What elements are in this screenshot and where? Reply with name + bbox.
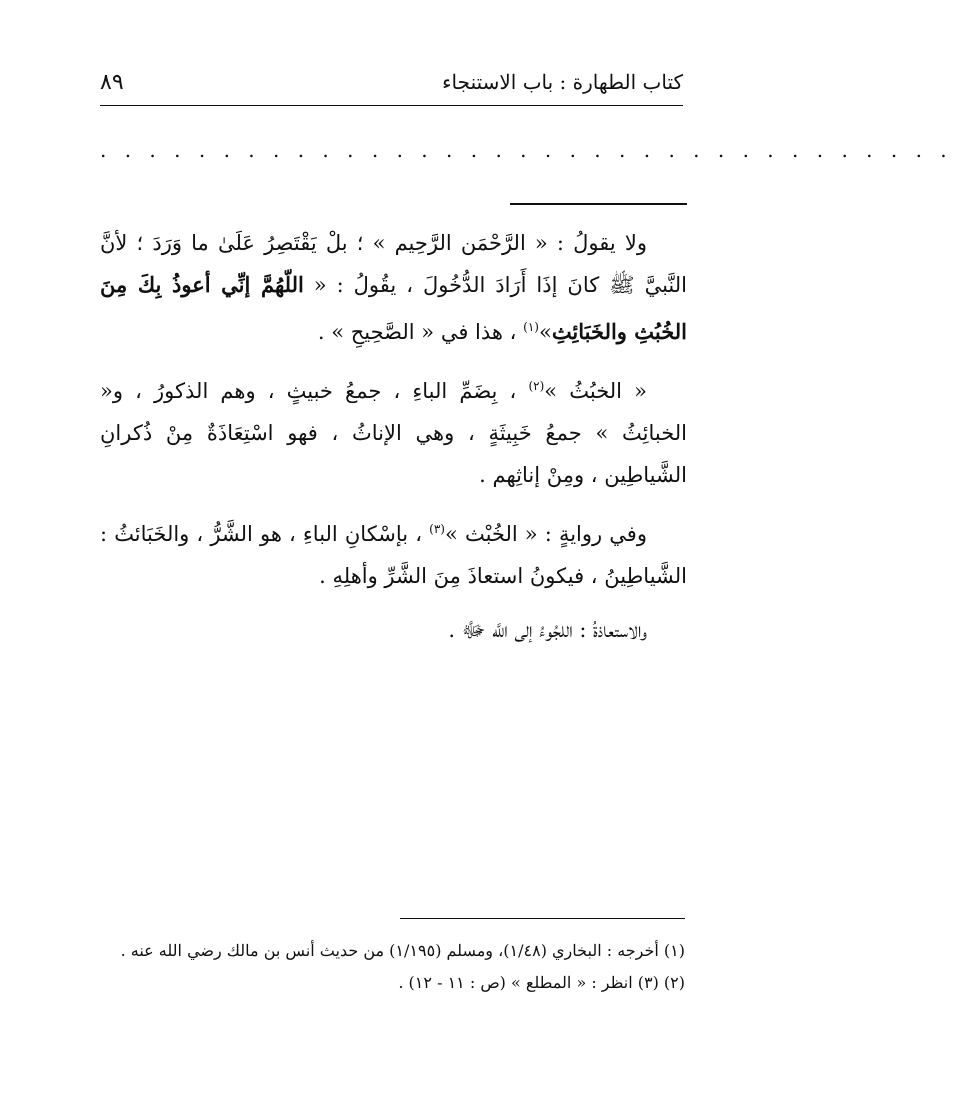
closing-quote: » bbox=[538, 320, 552, 344]
footnote-ref-1: (١) bbox=[523, 320, 539, 334]
ellipsis-line: . . . . . . . . . . . . . . . . . . . . . . . . . . . . . . . . . . . bbox=[100, 138, 953, 162]
paragraph-1-text: ولا يقولُ : « الرَّحْمَن الرَّحِيم » ؛ بلْ يَقْتَصِرُ عَلَىٰ ما وَرَدَ ؛ لأنَّ النَّبيَّ ﷺ كانَ إذَا أَرَادَ الدُّخُولَ ، يقُولُ : « bbox=[100, 231, 687, 297]
paragraph-3-text: ، بإسْكانِ الباءِ ، هو الشَّرُّ ، والخَبَائثُ : الشَّياطِينُ ، فيكونُ استعاذَ مِنَ الشَّرِّ وأهلِهِ . bbox=[100, 522, 687, 588]
footnote-ref-2: (٢) bbox=[528, 379, 545, 393]
footnote-1: (١) أخرجه : البخاري (١/٤٨)، ومسلم (١/١٩٥) من حديث أنس بن مالك رضي الله عنه . bbox=[120, 941, 685, 960]
paragraph-4-text: والاستعاذةُ : اللجُوءُ إلى اللَّه ﷻ . bbox=[448, 618, 647, 642]
main-text bbox=[100, 222, 687, 663]
footnote-divider bbox=[400, 918, 685, 919]
page-header bbox=[100, 62, 683, 102]
paragraph-2-text: ، بِضَمِّ الباءِ ، جمعُ خبيثٍ ، وهم الذكورُ ، و« الخبائِثُ » جمعُ خَبِيثَةٍ ، وهي الإناثُ ، فهو اسْتِعَاذَةٌ مِنْ ذُكرانِ الشَّياطِين ، ومِنْ إناثِهم . bbox=[100, 379, 687, 487]
paragraph-4 bbox=[100, 609, 687, 651]
footnote-2: (٢) (٣) انظر : « المطلع » (ص : ١١ - ١٢) . bbox=[398, 973, 685, 992]
paragraph-3-term: وفي روايةٍ : « الخُبْث » bbox=[444, 522, 647, 546]
header-divider bbox=[100, 105, 683, 106]
running-title: كتاب الطهارة : باب الاستنجاء bbox=[442, 70, 683, 94]
paragraph-3 bbox=[100, 508, 687, 597]
paragraph-1-tail: ، هذا في « الصَّحِيحِ » . bbox=[317, 320, 517, 344]
footnote-ref-3: (٣) bbox=[429, 522, 445, 536]
footnotes bbox=[100, 935, 685, 999]
section-divider bbox=[510, 203, 687, 205]
paragraph-2 bbox=[100, 365, 687, 496]
hadith-quote: اللّهُمَّ إنِّي أعوذُ بِكَ مِنَ الخُبُثِ والخَبَائِثِ bbox=[100, 272, 687, 344]
page-number: ٨٩ bbox=[100, 69, 124, 95]
paragraph-1 bbox=[100, 222, 687, 353]
paragraph-2-term: « الخبُثُ » bbox=[544, 379, 647, 403]
